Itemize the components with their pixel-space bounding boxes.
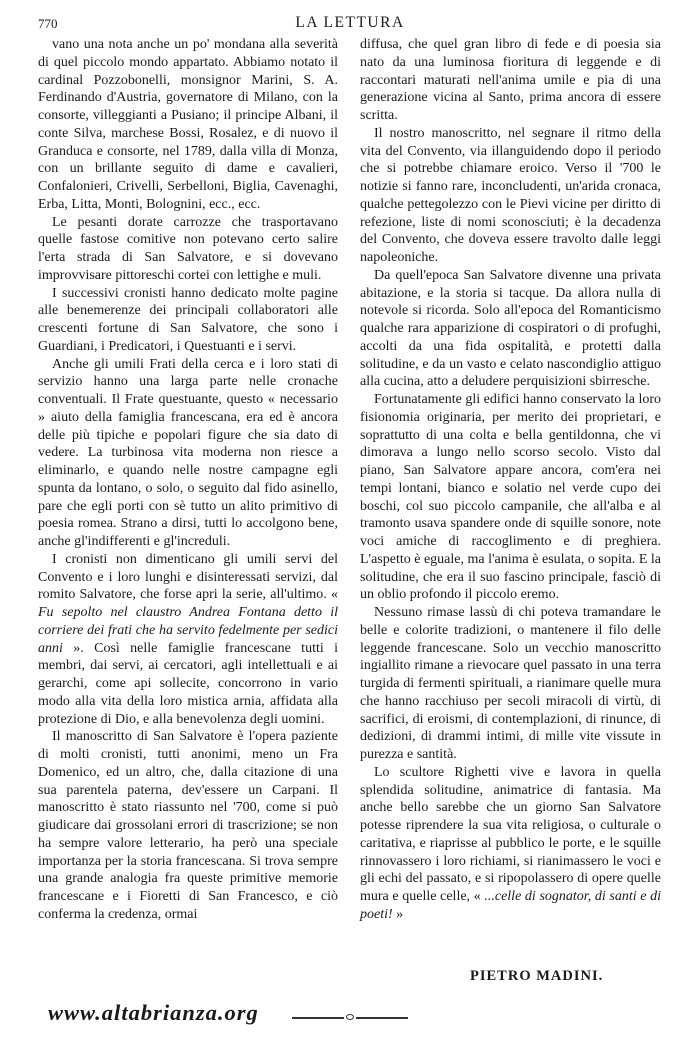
paragraph	[360, 604, 661, 764]
paragraph-text: ». Così nelle famiglie francescane tutti i membri, dai servi, ai cercatori, agli intellettuali e ai gerarchi, come api sollecite, concorrono in vario modo alla vita della loro mistica arnia, affidata alla protezione di Dio, e alla benevolenza degli uomini.	[38, 640, 338, 727]
ornament-rule-right	[356, 1017, 408, 1019]
paragraph	[38, 36, 338, 214]
website-watermark: www.altabrianza.org	[48, 1000, 259, 1025]
paragraph	[360, 764, 661, 924]
paragraph-text: Il manoscritto di San Salvatore è l'opera paziente di molti cronisti, tutti anonimi, meno un Fra Domenico, ed un altro, che, dalla citazione di una sua parentela paterna, dev'essere un Carpani. Il manoscritto è stato riassunto nel '700, come si può giudicare dai grossolani errori di trascrizione; se non ha sempre valore letterario, ha però una speciale importanza per la storia francescana. Si trova sempre una grande analogia fra queste primitive memorie francescane e i Fioretti di San Francesco, e ciò conferma la credenza, ormai	[38, 729, 338, 922]
running-title: LA LETTURA	[295, 14, 405, 31]
paragraph-text: vano una nota anche un po' mondana alla severità di quel piccolo mondo appartato. Abbiamo notato il cardinal Pozzobonelli, monsignor Marini, S. A. Ferdinando d'Austria, governatore di Milano, con la consorte, villeggianti a Pusiano; il principe Albani, il conte Silva, marchese Bossi, Rosalez, e di nuovo il Granduca e consorte, nel 1789, dalla villa di Monza, con un brillante seguito di dame e cavalieri, Confalonieri, Crivelli, Serbelloni, Biglia, Cavenaghi, Erba, Litta, Monti, Bolognini, ecc., ecc.	[38, 37, 338, 212]
paragraph-text: Fortunatamente gli edifici hanno conservato la loro fisionomia originaria, per merito dei proprietari, e soprattutto di una colta e bella gentildonna, che vi dimorava a lungo nello scorso secolo. Visto dal piano, San Salvatore appare ancora, com'era nei tempi lontani, bianco e solatio nel verde cupo dei boschi, col suo piccolo campanile, che all'alba e al tramonto usava spandere onde di squille sonore, note voci amiche di raccoglimento e di preghiera. L'aspetto è eguale, ma l'anima è esulata, o sopita. E la solitudine, che era il suo fascino principale, fasciò di un oblio profondo il piccolo eremo.	[360, 392, 661, 603]
paragraph-text: Da quell'epoca San Salvatore divenne una privata abitazione, e la storia si tacque. Da allora nulla di notevole si ricorda. Solo all'epoca del Romanticismo qualche rara apparizione di cospiratori o di profughi, accolti da una fida ospitalità, e protetti dalla solitudine, e da un vasto e celato nascondiglio attiguo alla cucina, atto a deludere perquisizioni sbirresche.	[360, 267, 661, 390]
paragraph-text: Lo scultore Righetti vive e lavora in quella splendida solitudine, animatrice di fantasia. Ma anche bello sarebbe che un giorno San Salvatore potesse riprendere la sua vita religiosa, o culturale o caritativa, e riaprisse al pubblico le porte, e le squille rinnovassero i loro richiami, si rianimassero le voci e gli echi del passato, e si ripopolassero di opere quelle mura e quelle celle, «	[360, 764, 661, 904]
ornament-oval	[346, 1014, 354, 1020]
paragraph-text: I successivi cronisti hanno dedicato molte pagine alle benemerenze dei principali collaboratori alle crescenti fortune di San Salvatore, che sono i Guardiani, i Predicatori, i Questuanti e i servi.	[38, 285, 338, 354]
author-signature: PIETRO MADINI.	[470, 968, 604, 984]
paragraph-text: Anche gli umili Frati della cerca e i loro stati di servizio hanno una larga parte nelle cronache conventuali. Il Frate questuante, questo « necessario » aiuto della famiglia francescana, era ed è ancora delle più tipiche e popolari figure che sia dato di vedere. La turbinosa vita moderna non riesce a eliminarlo, e quando nelle nostre campagne egli spunta da lontano, o solo, o seguito dal fido asinello, pare che egli porti con sè tutto un alito primitivo di poesia romea. Strano a dirsi, tutti lo accolgono bene, anche gl'indifferenti e gl'increduli.	[38, 356, 338, 549]
running-header	[38, 14, 662, 34]
paragraph	[38, 214, 338, 285]
paragraph-text: diffusa, che quel gran libro di fede e di poesia sia nato da una luminosa fioritura di leggende e di raccontari maturati nell'anima umile e pia di una generazione vicina al Santo, prima ancora di essere scritta.	[360, 37, 661, 123]
italic-quote: ...celle di sognator, di santi e di poeti!	[360, 889, 662, 922]
paragraph-text: I cronisti non dimenticano gli umili servi del Convento e i loro lunghi e disinteressati servizi, dal romito Salvatore, che forse apri la serie, all'ultimo. «	[38, 551, 338, 603]
paragraph	[38, 728, 338, 923]
paragraph-text: Nessuno rimase lassù di chi poteva tramandare le belle e colorite tradizioni, o mantenere il filo delle leggende francescane. Solo un vecchio manoscritto ingiallito rimane a rievocare quel passato in una terra turgida di fermenti spirituali, a rianimare quelle mura che hanno racchiuso per secoli miracoli di virtù, di sacrifici, di eroismi, di contemplazioni, di rinunce, di dedizioni, di drammi intimi, di mille vite vissute in purezza e santità.	[360, 605, 661, 762]
paragraph	[38, 356, 338, 551]
paragraph	[38, 285, 338, 356]
right-column	[360, 36, 661, 924]
page-number: 770	[38, 16, 58, 31]
paragraph-text: »	[392, 906, 404, 922]
paragraph	[38, 551, 338, 729]
end-ornament	[292, 1014, 408, 1022]
paragraph	[360, 36, 661, 125]
ornament-rule-left	[292, 1017, 344, 1019]
paragraph	[360, 391, 661, 604]
paragraph	[360, 267, 661, 391]
paragraph	[360, 125, 661, 267]
italic-quote: Fu sepolto nel claustro Andrea Fontana detto il corriere dei frati che ha servito fedelmente per sedici anni	[38, 605, 338, 656]
paragraph-text: Il nostro manoscritto, nel segnare il ritmo della vita del Convento, via illanguidendo dopo il periodo che si potrebbe chiamare eroico. Verso il '700 le notizie si fanno rare, inconcludenti, un'arida cronaca, qualche pettegolezzo con le Pievi vicine per diritto di refezione, liste di nomi sconosciuti; è la decadenza del Convento, che doveva essere travolto dalle leggi napoleoniche.	[360, 125, 661, 265]
left-column	[38, 36, 338, 924]
paragraph-text: Le pesanti dorate carrozze che trasportavano quelle fastose comitive non potevano certo salire l'erta strada di San Salvatore, e si dovevano improvvisare pittoreschi cortei con lettighe e muli.	[38, 214, 338, 283]
